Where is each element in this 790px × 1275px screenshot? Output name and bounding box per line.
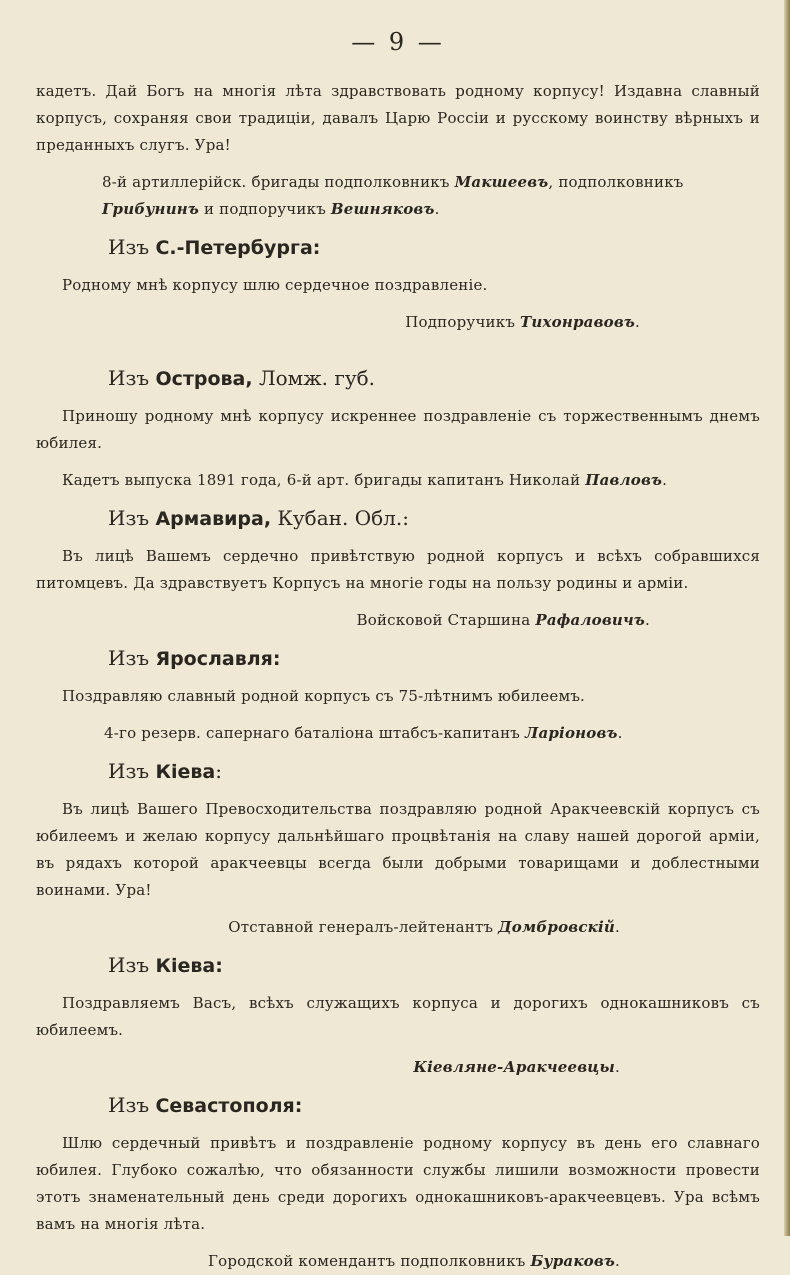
signature: Войсковой Старшина Рафаловичъ. xyxy=(356,611,650,629)
message-text: Въ лицѣ Вашемъ сердечно привѣтствую родной корпусъ и всѣхъ собравшихся питомцевъ. Да здравствуетъ Корпусъ на многіе годы на пользу родины и арміи. xyxy=(36,547,760,592)
message-text: Въ лицѣ Вашего Превосходительства поздравляю родной Аракчеевскій корпусъ съ юбилеемъ и желаю корпусу дальнѣйшаго процвѣтанія на славу нашей дорогой арміи, въ рядахъ которой аракчеевцы всегда были добрыми товарищами и доблестными воинами. Ура! xyxy=(36,800,760,899)
section-heading: Изъ С.-Петербурга: xyxy=(108,235,321,259)
message-text: Поздравляю славный родной корпусъ съ 75-лѣтнимъ юбилеемъ. xyxy=(62,687,586,705)
signature: Отставной генералъ-лейтенантъ Домбровскій. xyxy=(228,918,620,936)
signature: Кадетъ выпуска 1891 года, 6-й арт. бригады капитанъ Николай Павловъ. xyxy=(62,471,668,489)
telegram-section xyxy=(36,951,760,1081)
section-heading: Изъ Армавира, Кубан. Обл.: xyxy=(108,506,409,530)
message-text: Родному мнѣ корпусу шлю сердечное поздравленіе. xyxy=(62,276,488,294)
telegram-section xyxy=(36,1091,760,1275)
signer-name: Грибунинъ xyxy=(102,200,200,218)
intro-signature: 8-й артиллерійск. бригады подполковникъ Макшеевъ, подполковникъ Грибунинъ и подпоручикъ Вешняковъ. xyxy=(102,173,684,218)
telegram-section xyxy=(36,233,760,336)
signature: 4-го резерв. сапернаго баталіона штабсъ-капитанъ Ларіоновъ. xyxy=(104,724,623,742)
signer-name: Макшеевъ xyxy=(454,173,549,191)
signer-name: Вешняковъ xyxy=(330,200,435,218)
section-heading: Изъ Острова, Ломж. губ. xyxy=(108,366,375,390)
message-text: Шлю сердечный привѣтъ и поздравленіе родному корпусу въ день его славнаго юбилея. Глубоко сожалѣю, что обязанности службы лишили возможности провести этотъ знаменательный день среди дорогихъ однокашниковъ-аракчеевцевъ. Ура всѣмъ вамъ на многія лѣта. xyxy=(36,1134,760,1233)
section-heading: Изъ Кіева: xyxy=(108,953,223,977)
section-heading: Изъ Севастополя: xyxy=(108,1093,303,1117)
telegram-section xyxy=(36,364,760,494)
telegram-section xyxy=(36,644,760,747)
telegram-section xyxy=(36,504,760,634)
signature: Кіевляне-Аракчеевцы. xyxy=(413,1058,620,1076)
section-heading: Изъ Ярославля: xyxy=(108,646,281,670)
section-heading: Изъ Кіева: xyxy=(108,759,222,783)
telegram-section xyxy=(36,757,760,941)
signature: Подпоручикъ Тихонравовъ. xyxy=(405,313,640,331)
message-text: Поздравляемъ Васъ, всѣхъ служащихъ корпуса и дорогихъ однокашниковъ съ юбилеемъ. xyxy=(36,994,760,1039)
message-text: Приношу родному мнѣ корпусу искреннее поздравленіе съ торжественнымъ днемъ юбилея. xyxy=(36,407,760,452)
signature: Городской комендантъ подполковникъ Бураковъ. xyxy=(208,1252,620,1270)
page-number: — 9 — xyxy=(351,28,445,56)
intro-paragraph: кадетъ. Дай Богъ на многія лѣта здравствовать родному корпусу! Издавна славный корпусъ, сохраняя свои традиціи, давалъ Царю Россіи и русскому воинству вѣрныхъ и преданныхъ слугъ. Ура! xyxy=(36,82,760,154)
